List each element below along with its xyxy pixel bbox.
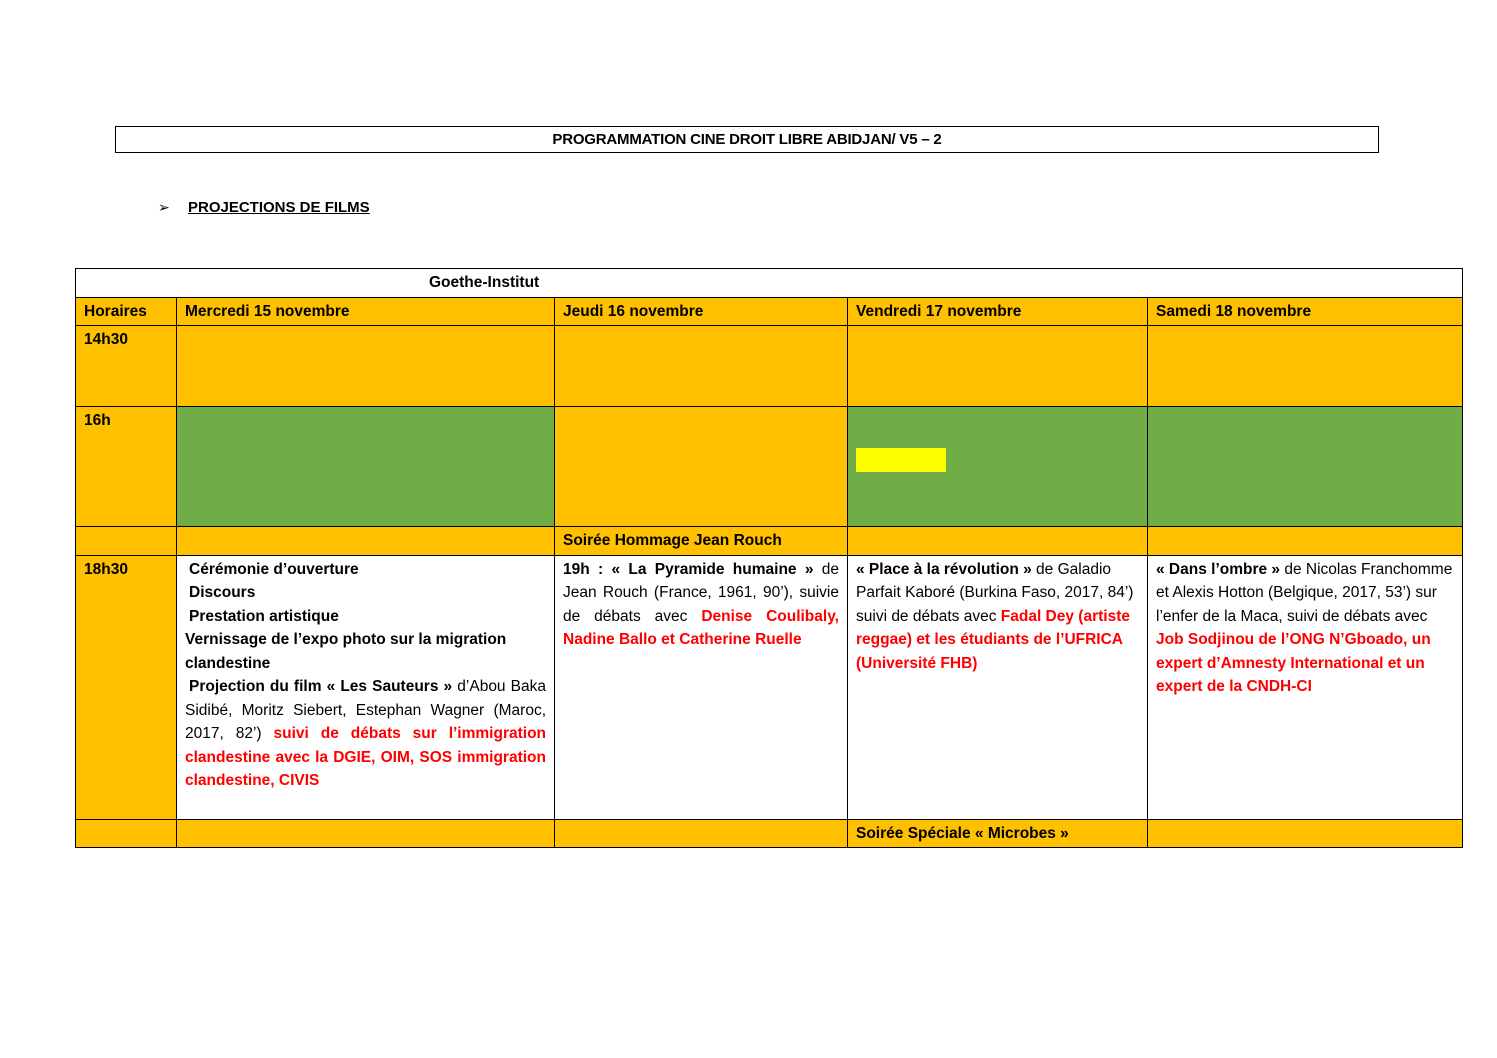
section-heading-text: PROJECTIONS DE FILMS (188, 199, 370, 216)
time-1830: 18h30 (76, 555, 177, 819)
samedi-film-debate: Job Sodjinou de l’ONG N’Gboado, un expert d’Amnesty International et un expert de la CNDH-CI (1156, 631, 1431, 695)
cell-jeudi-16h (555, 407, 848, 527)
cell-soiree-samedi (1148, 527, 1463, 556)
soiree-hommage: Soirée Hommage Jean Rouch (555, 527, 848, 556)
time-1430: 14h30 (76, 326, 177, 407)
mercredi-item-prestation: Prestation artistique (189, 607, 339, 625)
document-title: PROGRAMMATION CINE DROIT LIBRE ABIDJAN/ V5 – 2 (115, 126, 1379, 153)
header-horaires: Horaires (76, 297, 177, 326)
cell-last-mercredi (177, 819, 555, 848)
mercredi-film-debate: suivi de débats sur l’immigration clandestine avec la DGIE, OIM, SOS immigration clandestine, CIVIS (185, 725, 547, 789)
header-vendredi: Vendredi 17 novembre (848, 297, 1148, 326)
jeudi-film-title: 19h : « La Pyramide humaine » (563, 560, 814, 578)
vendredi-film-title: « Place à la révolution » (856, 560, 1032, 578)
mercredi-film-details: d’Abou Baka Sidibé, Moritz Siebert, Estephan Wagner (Maroc, 2017, 82’) (185, 678, 546, 742)
cell-soiree-horaires (76, 527, 177, 556)
cell-jeudi-1430 (555, 326, 848, 407)
schedule-table (75, 268, 1463, 848)
jeudi-film-details: de Jean Rouch (France, 1961, 90’), suivie de débats avec (563, 560, 839, 625)
header-samedi: Samedi 18 novembre (1148, 297, 1463, 326)
cell-vendredi-16h (848, 407, 1148, 527)
arrow-bullet-icon: ➢ (158, 199, 170, 215)
samedi-film-details: de Nicolas Franchomme et Alexis Hotton (Belgique, 2017, 53’) sur l’enfer de la Maca, suivi de débats avec (1156, 560, 1453, 625)
cell-samedi-16h (1148, 407, 1463, 527)
venue-cell: Goethe-Institut (76, 269, 1463, 298)
cell-jeudi-1830 (555, 555, 848, 819)
cell-last-horaires (76, 819, 177, 848)
cell-vendredi-1830 (848, 555, 1148, 819)
vendredi-film-debate: Fadal Dey (artiste reggae) et les étudiants de l’UFRICA (Université FHB) (856, 607, 1130, 672)
cell-mercredi-1830 (177, 555, 555, 819)
mercredi-item-discours: Discours (189, 584, 256, 601)
cell-soiree-mercredi (177, 527, 555, 556)
cell-samedi-1830 (1148, 555, 1463, 819)
time-16h: 16h (76, 407, 177, 527)
cell-mercredi-16h (177, 407, 555, 527)
samedi-film-title: « Dans l’ombre » (1156, 560, 1281, 578)
cell-samedi-1430 (1148, 326, 1463, 407)
header-mercredi: Mercredi 15 novembre (177, 297, 555, 326)
yellow-highlight-mark (856, 448, 946, 472)
mercredi-item-vernissage: Vernissage de l’expo photo sur la migration clandestine (185, 631, 507, 672)
cell-last-samedi (1148, 819, 1463, 848)
cell-vendredi-1430 (848, 326, 1148, 407)
soiree-speciale: Soirée Spéciale « Microbes » (848, 819, 1148, 848)
cell-soiree-vendredi (848, 527, 1148, 556)
header-jeudi: Jeudi 16 novembre (555, 297, 848, 326)
jeudi-film-debate: Denise Coulibaly, Nadine Ballo et Catherine Ruelle (563, 607, 839, 648)
section-heading (158, 199, 370, 216)
cell-last-jeudi (555, 819, 848, 848)
mercredi-item-projection (185, 675, 546, 793)
vendredi-film-details: de Galadio Parfait Kaboré (Burkina Faso, 2017, 84’) suivi de débats avec (856, 560, 1134, 625)
mercredi-item-ceremonie: Cérémonie d’ouverture (189, 560, 359, 578)
mercredi-film-title: Projection du film « Les Sauteurs » (189, 678, 453, 695)
cell-mercredi-1430 (177, 326, 555, 407)
